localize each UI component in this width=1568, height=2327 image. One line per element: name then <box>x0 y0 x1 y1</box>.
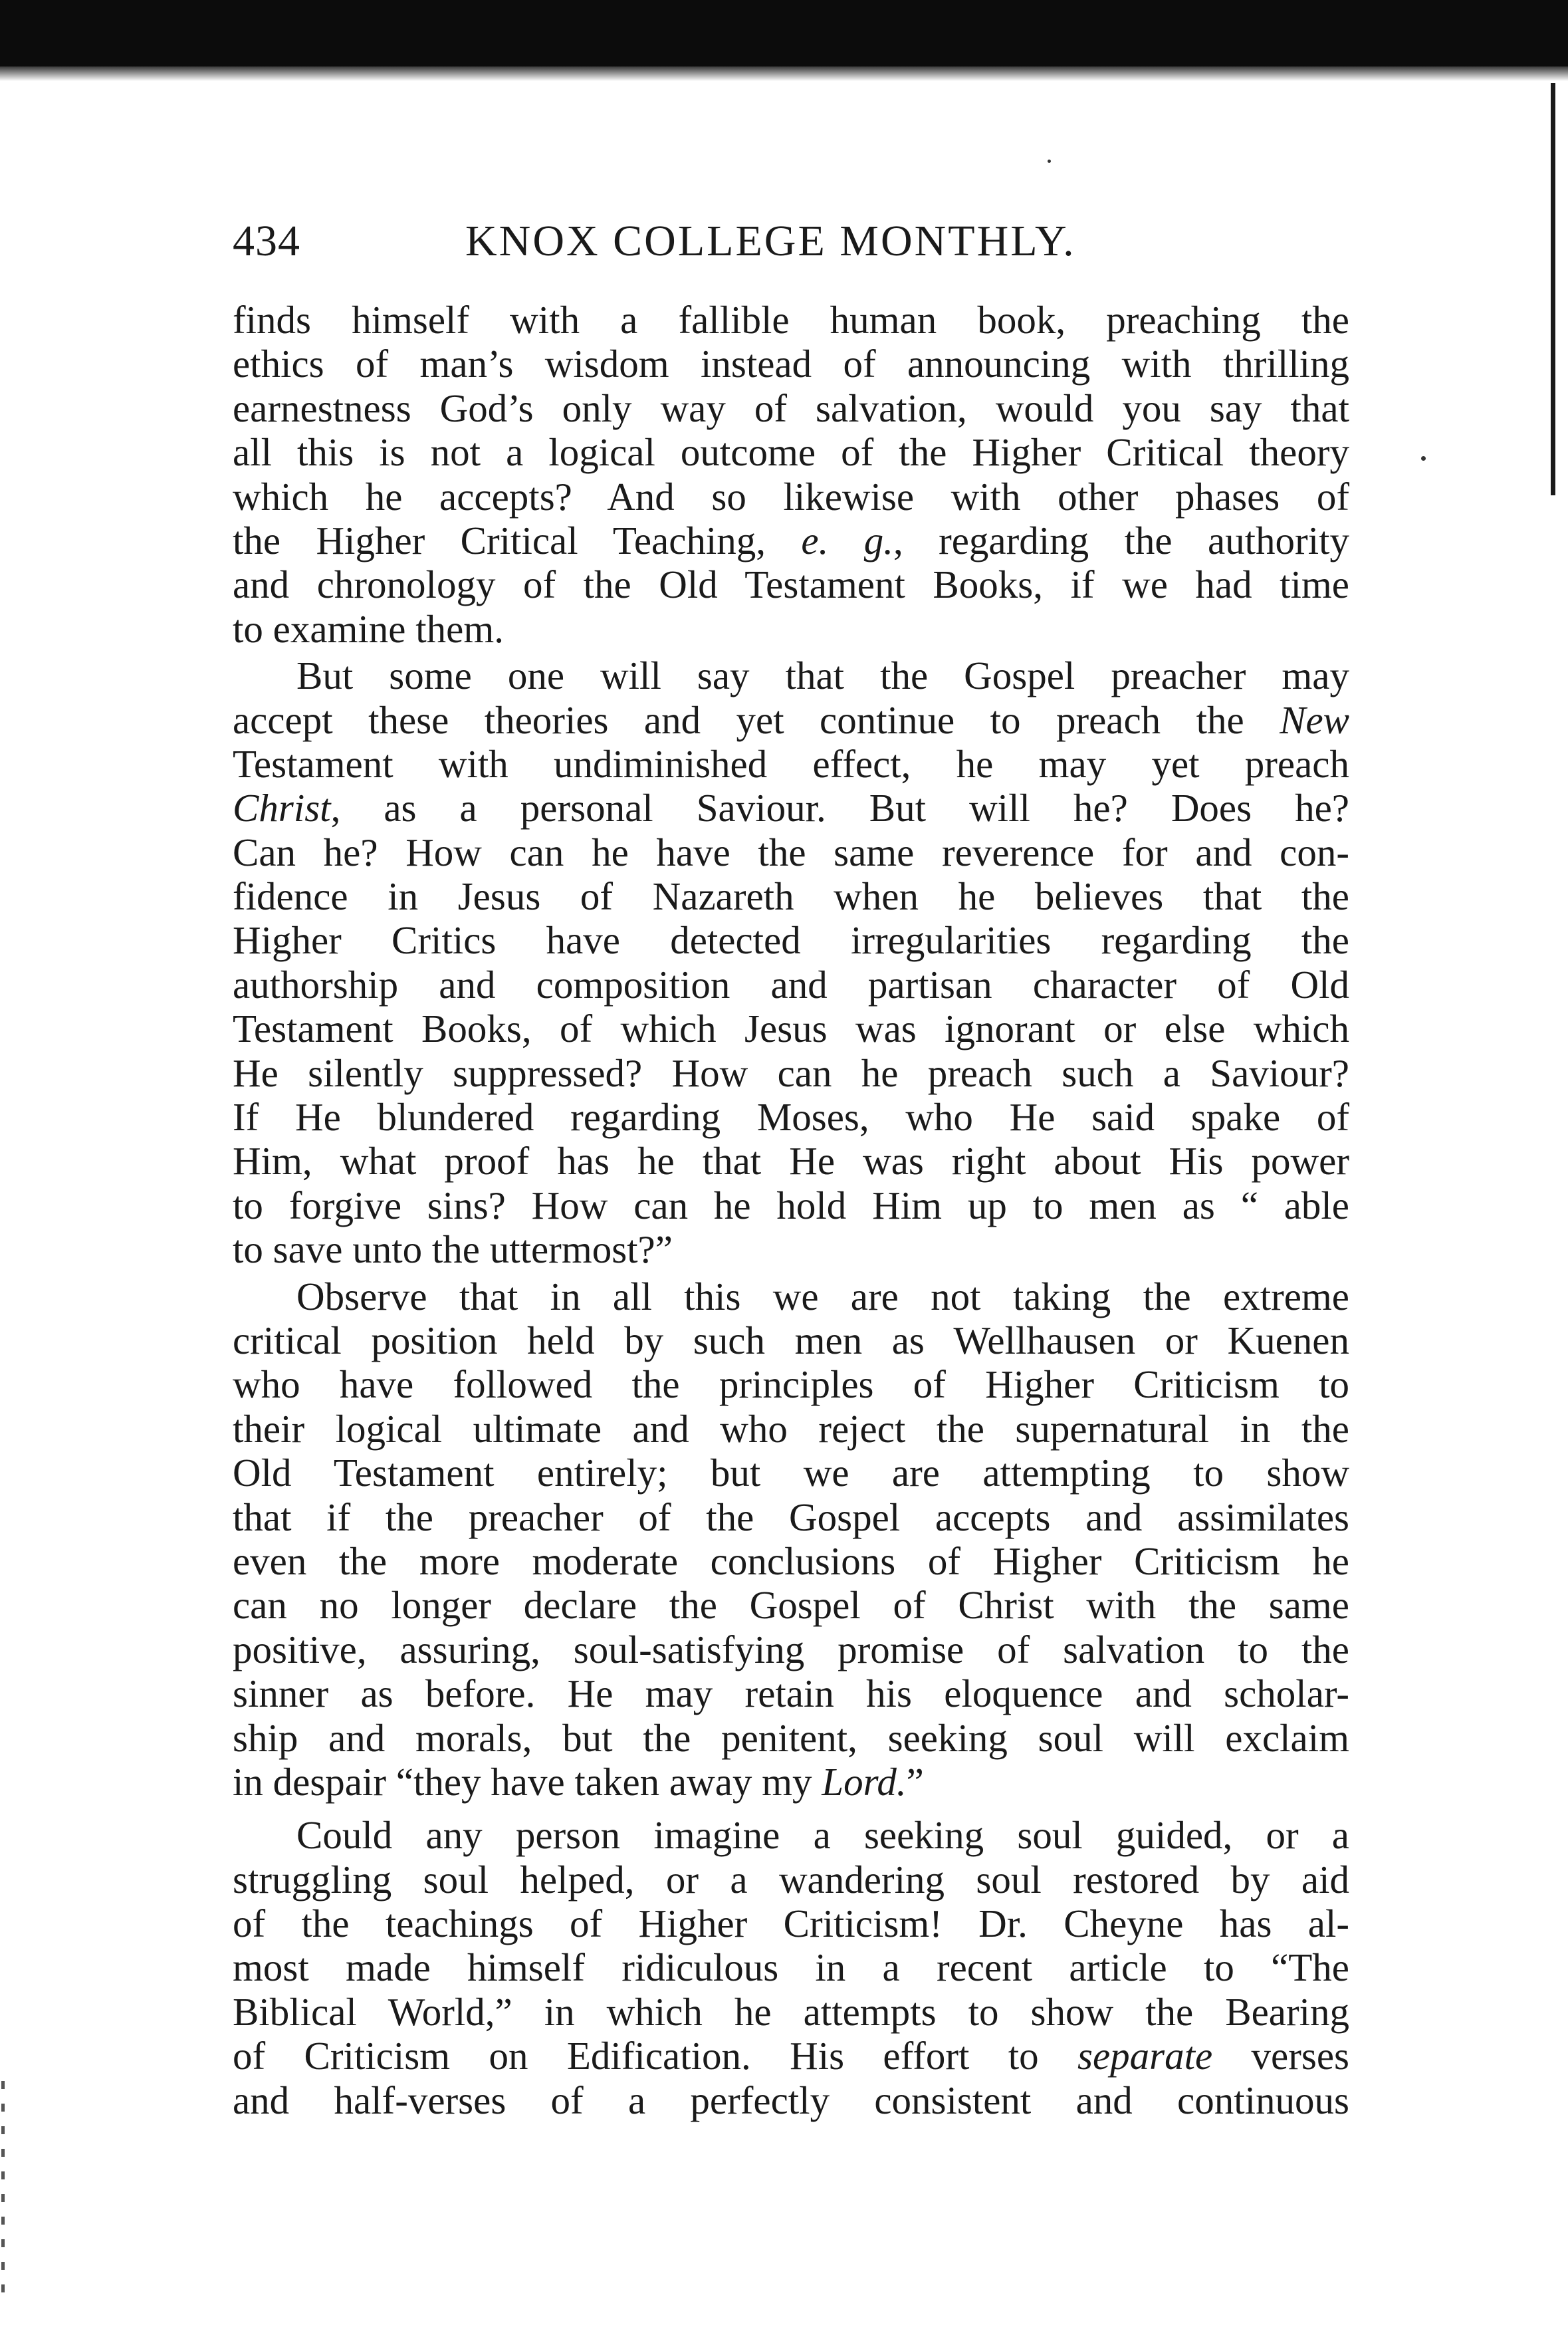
text-run: , regarding the authority <box>893 518 1349 562</box>
text-line: fidence in Jesus of Nazareth when he believes that the <box>233 874 1349 919</box>
text-line: Biblical World,” in which he attempts to show the Bearing <box>233 1989 1349 2034</box>
text-line <box>233 786 1349 830</box>
text-run: in despair “they have taken away my <box>233 1759 822 1804</box>
text-line: ship and morals, but the penitent, seeking soul will exclaim <box>233 1715 1349 1760</box>
article-body <box>233 298 1349 2122</box>
text-line: of the teachings of Higher Criticism! Dr. Cheyne has al- <box>233 1901 1349 1946</box>
text-line: struggling soul helped, or a wandering soul restored by aid <box>233 1857 1349 1901</box>
text-run: , as a personal Saviour. But will he? Does he? <box>330 786 1349 830</box>
italic-text: separate <box>1077 2034 1213 2078</box>
text-line: Can he? How can he have the same reverence for and con- <box>233 830 1349 874</box>
text-line: If He blundered regarding Moses, who He said spake of <box>233 1095 1349 1140</box>
paragraph-3 <box>233 1275 1349 1804</box>
text-line: critical position held by such men as Wellhausen or Kuenen <box>233 1318 1349 1362</box>
scan-speck <box>1048 160 1051 163</box>
text-line: earnestness God’s only way of salvation, would you say that <box>233 386 1349 430</box>
running-title: KNOX COLLEGE MONTHLY. <box>465 217 1076 265</box>
scan-border-shadow <box>0 66 1568 81</box>
text-line: Testament Books, of which Jesus was ignorant or else which <box>233 1007 1349 1051</box>
italic-text: New <box>1280 697 1349 742</box>
text-line: But some one will say that the Gospel preacher may <box>296 654 1349 698</box>
text-line: He silently suppressed? How can he preach such a Saviour? <box>233 1050 1349 1095</box>
page-number: 434 <box>233 217 300 265</box>
text-line: who have followed the principles of Higher Criticism to <box>233 1362 1349 1407</box>
text-line: Testament with undiminished effect, he may yet preach <box>233 741 1349 786</box>
scan-binding-edge-left <box>1 2081 5 2307</box>
text-run: ” <box>906 1759 924 1804</box>
italic-text: e. g. <box>801 518 893 562</box>
text-line: most made himself ridiculous in a recent article to “The <box>233 1945 1349 1990</box>
italic-text: Lord. <box>822 1759 907 1804</box>
scan-dark-border-top <box>0 0 1568 66</box>
text-run: the Higher Critical Teaching, <box>233 518 802 562</box>
text-line: can no longer declare the Gospel of Christ with the same <box>233 1583 1349 1628</box>
paragraph-1 <box>233 298 1349 651</box>
text-line: and chronology of the Old Testament Books, if we had time <box>233 562 1349 607</box>
page-header <box>233 211 1349 271</box>
text-line: positive, assuring, soul-satisfying promise of salvation to the <box>233 1627 1349 1671</box>
text-line: even the more moderate conclusions of Higher Criticism he <box>233 1538 1349 1583</box>
italic-text: Christ <box>233 786 331 830</box>
text-line <box>233 698 1349 742</box>
text-line: to forgive sins? How can he hold Him up to men as “ able <box>233 1183 1349 1227</box>
text-line: Observe that in all this we are not taking the extreme <box>296 1274 1349 1318</box>
text-run: of Criticism on Edification. His effort to <box>233 2034 1077 2078</box>
text-line <box>233 1760 1349 1804</box>
paragraph-2 <box>233 654 1349 1271</box>
paragraph-4 <box>233 1813 1349 2122</box>
text-line: sinner as before. He may retain his eloquence and scholar- <box>233 1671 1349 1716</box>
text-line: ethics of man’s wisdom instead of announcing with thrilling <box>233 342 1349 386</box>
text-line: that if the preacher of the Gospel accepts and assimilates <box>233 1495 1349 1539</box>
scan-binding-edge-right <box>1551 83 1555 495</box>
text-line: to examine them. <box>233 606 504 651</box>
text-line <box>233 519 1349 562</box>
text-line: Could any person imagine a seeking soul guided, or a <box>296 1813 1349 1858</box>
text-line: which he accepts? And so likewise with other phases of <box>233 474 1349 519</box>
text-line: Old Testament entirely; but we are attempting to show <box>233 1451 1349 1495</box>
text-line: and half-verses of a perfectly consistent and continuous <box>233 2078 1349 2122</box>
text-run: verses <box>1212 2034 1349 2078</box>
text-line: all this is not a logical outcome of the Higher Critical theory <box>233 430 1349 475</box>
text-line: Higher Critics have detected irregularities regarding the <box>233 918 1349 963</box>
text-line: to save unto the uttermost?” <box>233 1227 673 1272</box>
text-run: accept these theories and yet continue to preach the <box>233 697 1280 742</box>
text-line: their logical ultimate and who reject the supernatural in the <box>233 1406 1349 1451</box>
scan-speck <box>1421 456 1426 461</box>
text-line <box>233 2034 1349 2078</box>
text-line: finds himself with a fallible human book, preaching the <box>233 298 1349 342</box>
text-line: authorship and composition and partisan character of Old <box>233 962 1349 1007</box>
text-line: Him, what proof has he that He was right about His power <box>233 1139 1349 1183</box>
